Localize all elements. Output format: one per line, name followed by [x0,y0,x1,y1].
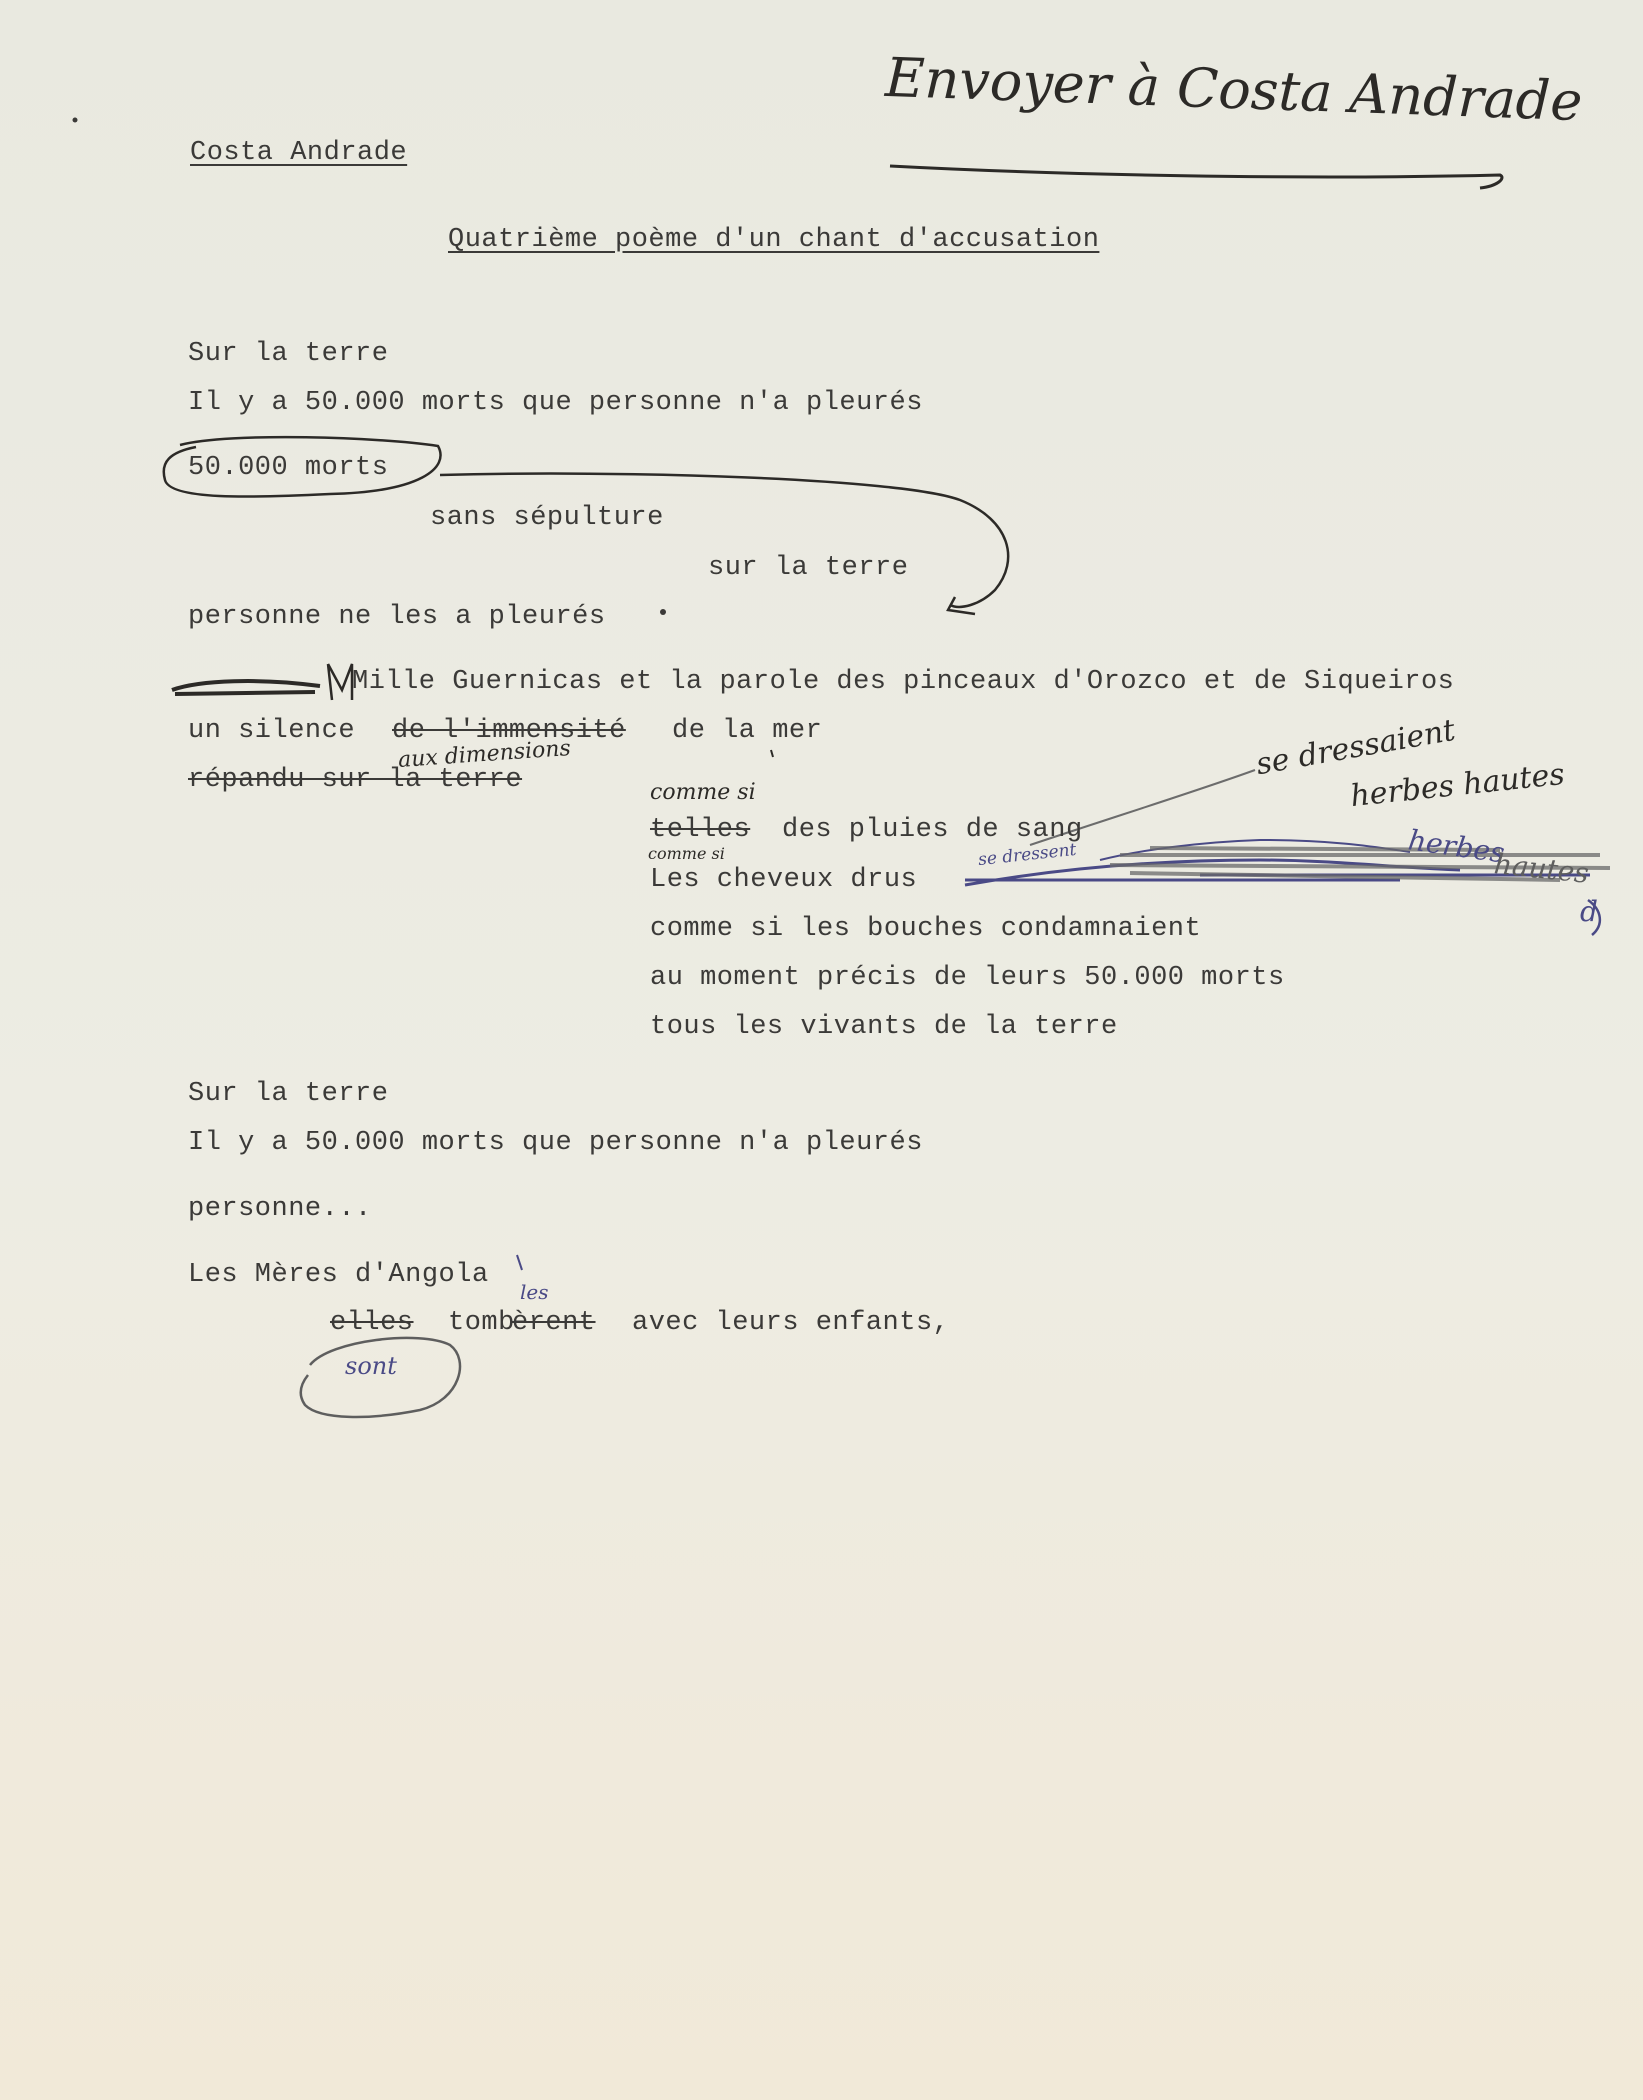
poem-line: personne ne les a pleurés [188,602,606,632]
struck-text: de l'immensité [392,716,626,746]
blue-strike-2 [1100,840,1410,860]
handwritten-herbes-hautes: herbes hautes [1348,756,1567,815]
handwritten-sont: sont [345,1352,397,1380]
poem-line: des pluies de sang [782,815,1083,845]
poem-line: un silence [188,716,356,746]
poem-line: Mille Guernicas et la parole des pinceaux d'Orozco et de Siqueiros [352,667,1455,697]
tick-mark-1 [517,1255,522,1270]
poem-line: au moment précis de leurs 50.000 morts [650,963,1285,993]
tick-mark-2 [771,750,773,757]
handwritten-herbes: herbes [1406,823,1507,870]
poem-line: Sur la terre [188,1079,389,1109]
poem-line: Il y a 50.000 morts que personne n'a pleurés [188,388,923,418]
handwritten-hautes: hautes [1492,847,1591,890]
poem-line: de la mer [672,716,823,746]
poem-line: Sur la terre [188,339,389,369]
poem-line: avec leurs enfants, [632,1308,950,1338]
poem-line: tous les vivants de la terre [650,1012,1118,1042]
struck-text: répandu sur la terre [188,765,523,795]
handwritten-M [328,664,352,700]
poem-line: sur la terre [708,553,909,583]
handwritten-se-dressent: se dressent [977,839,1078,871]
poem-line-circled: 50.000 morts [188,453,389,483]
handwritten-se-dressaient: se dressaient [1253,712,1458,783]
poem-line: Il y a 50.000 morts que personne n'a pleurés [188,1128,923,1158]
handwritten-d: d [1580,895,1598,928]
poem-line: Les Mères d'Angola [188,1260,489,1290]
handwritten-comme-si: comme si [650,780,756,805]
ink-dot-2 [73,118,78,123]
poem-line: personne... [188,1194,372,1224]
poem-line: sans sépulture [430,503,664,533]
top-note-underline [890,166,1502,188]
handwritten-top-note: Envoyer à Costa Andrade [884,45,1584,134]
arrow-to-sur-la-terre [440,474,1008,614]
struck-text: elles [330,1308,414,1338]
poem-line: tomb [448,1308,515,1338]
author-name: Costa Andrade [190,138,408,168]
handwritten-les: les [520,1280,549,1304]
struck-text: telles [650,815,751,845]
poem-line: Les cheveux drus [650,865,918,895]
poem-line: comme si les bouches condamnaient [650,914,1202,944]
handwritten-aux-dimensions: aux dimensions [397,736,572,773]
ink-dot-1 [660,609,666,615]
struck-text: èrent [512,1308,596,1338]
poem-title: Quatrième poème d'un chant d'accusation [448,225,1100,255]
scribble-before-mille [172,681,320,694]
handwritten-comme-si-2: comme si [648,844,725,863]
